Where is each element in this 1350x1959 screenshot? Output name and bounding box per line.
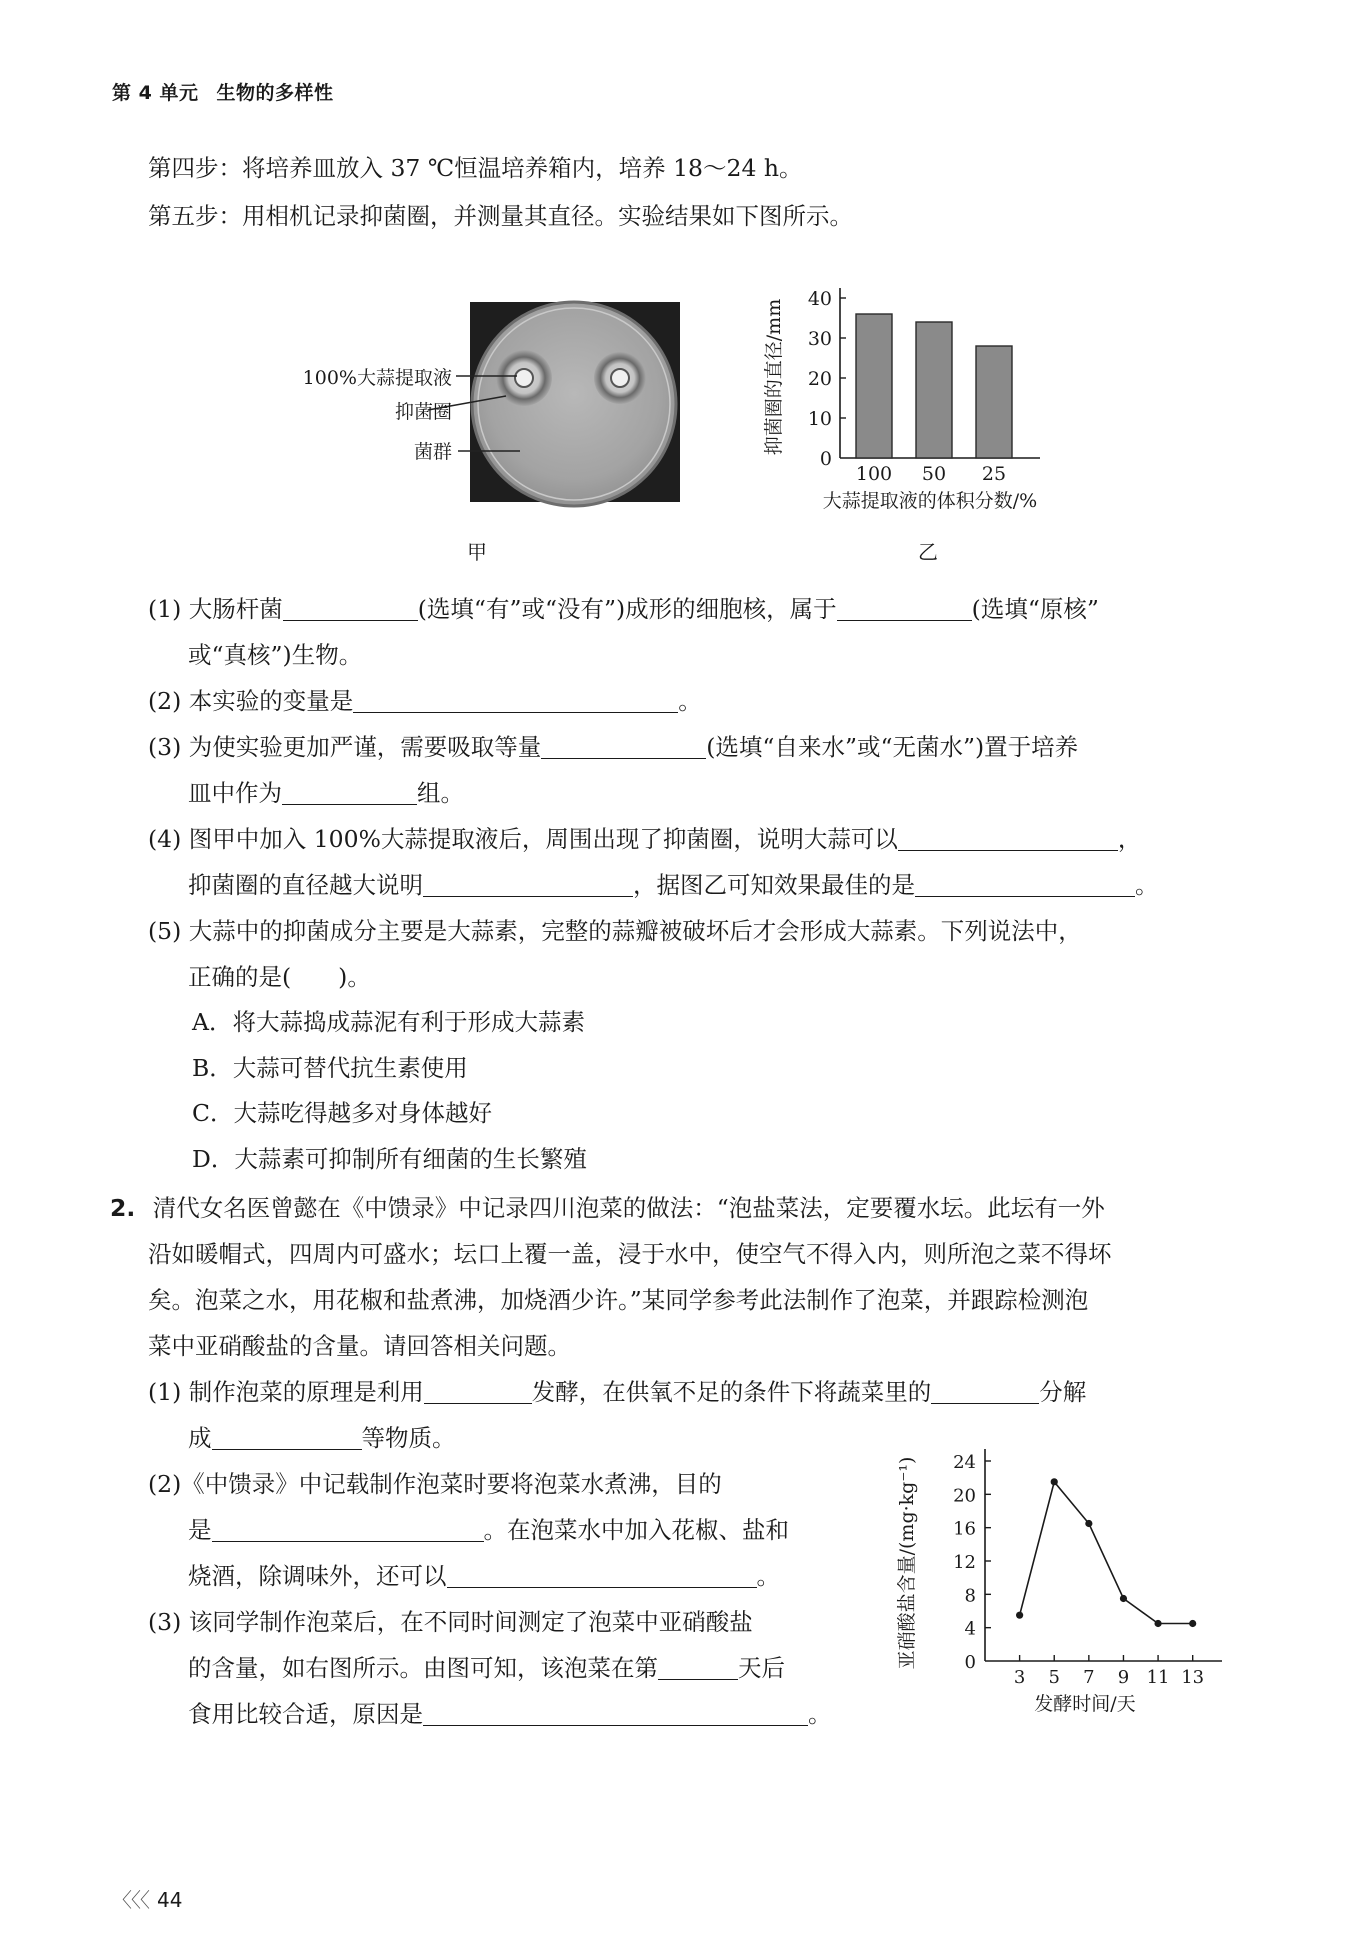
line-y-tick-label: 24 — [953, 1452, 976, 1473]
q2-part2-text-e: 。 — [756, 1562, 780, 1590]
q1-part3-line1 — [148, 731, 1078, 763]
option-a[interactable]: A．将大蒜捣成蒜泥有利于形成大蒜素 — [192, 1008, 585, 1036]
q1-part1-text-b: (选填“有”或“没有”)成形的细胞核，属于 — [417, 595, 837, 623]
q1-part3-text-d: 组。 — [417, 779, 464, 807]
line-x-tick-label: 7 — [1083, 1667, 1095, 1688]
blank-water-type[interactable] — [541, 734, 706, 759]
bar-x-tick-label: 100 — [855, 463, 893, 485]
line-series — [1020, 1482, 1193, 1624]
blank-boil-purpose[interactable] — [212, 1517, 484, 1542]
q2-part3-line3 — [188, 1698, 832, 1730]
page-number: 44 — [157, 1888, 183, 1912]
line-x-tick-label: 3 — [1013, 1667, 1026, 1688]
q1-part3-text-c: 皿中作为 — [188, 779, 282, 807]
q2-part2-line2 — [188, 1514, 789, 1546]
q2-stem-2: 沿如暖帽式，四周内可盛水；坛口上覆一盖，浸于水中，使空气不得入内，则所泡之菜不得坏 — [148, 1240, 1112, 1268]
line-y-tick-label: 4 — [964, 1618, 976, 1640]
bar-100 — [856, 314, 892, 458]
q1-part1-line2: 或“真核”)生物。 — [188, 641, 363, 669]
blank-reason[interactable] — [423, 1701, 808, 1726]
step-five: 第五步：用相机记录抑菌圈，并测量其直径。实验结果如下图所示。 — [148, 202, 853, 230]
q1-part4-text-c: 抑菌圈的直径越大说明 — [188, 871, 423, 899]
blank-nucleus[interactable] — [283, 596, 418, 621]
q1-part3-line2 — [188, 777, 464, 809]
q2-part1-text-a: (1) 制作泡菜的原理是利用 — [148, 1378, 424, 1406]
q2-part3-line1: (3) 该同学制作泡菜后，在不同时间测定了泡菜中亚硝酸盐 — [148, 1608, 753, 1636]
option-b[interactable]: B．大蒜可替代抗生素使用 — [192, 1054, 468, 1082]
blank-organism-type[interactable] — [837, 596, 972, 621]
bar-x-tick-label: 25 — [981, 463, 1007, 485]
line-chart — [895, 1428, 1245, 1728]
unit-label: 第 4 单元 — [112, 82, 199, 104]
unit-title: 生物的多样性 — [216, 82, 334, 104]
back-arrows-icon: 〈〈〈 — [112, 1888, 149, 1912]
line-point-day-9 — [1120, 1595, 1127, 1602]
q2-number: 2. — [110, 1194, 136, 1222]
line-y-tick-label: 16 — [953, 1518, 976, 1540]
q1-part4-line1 — [148, 823, 1141, 855]
bar-25 — [976, 346, 1012, 458]
q2-part3-text-d: 食用比较合适，原因是 — [188, 1700, 423, 1728]
q1-part4-text-b: ， — [1117, 825, 1142, 853]
q1-part1-text-a: (1) 大肠杆菌 — [148, 595, 283, 623]
q1-part2-end: 。 — [678, 687, 702, 715]
label-extract: 100%大蒜提取液 — [302, 367, 452, 389]
blank-product[interactable] — [212, 1425, 362, 1450]
line-y-tick-label: 8 — [964, 1585, 976, 1607]
q2-part1-line2 — [188, 1422, 456, 1454]
q1-part4-text-d: ，据图乙可知效果最佳的是 — [633, 871, 915, 899]
q2-part2-line1: (2)《中馈录》中记载制作泡菜时要将泡菜水煮沸，目的 — [148, 1470, 722, 1498]
label-colony: 菌群 — [413, 441, 452, 463]
q1-part4-text-e: 。 — [1135, 871, 1159, 899]
x-axis-label: 大蒜提取液的体积分数/% — [822, 490, 1038, 512]
line-x-tick-label: 13 — [1181, 1667, 1205, 1688]
step-four: 第四步：将培养皿放入 37 ℃恒温培养箱内，培养 18～24 h。 — [148, 154, 803, 182]
q1-part5-line1: (5) 大蒜中的抑菌成分主要是大蒜素，完整的蒜瓣被破坏后才会形成大蒜素。下列说法中， — [148, 917, 1082, 945]
blank-additive-purpose[interactable] — [447, 1563, 757, 1588]
blank-day[interactable] — [658, 1655, 738, 1680]
caption-yi: 乙 — [918, 540, 938, 564]
line-point-day-11 — [1154, 1620, 1161, 1627]
q1-part2 — [148, 685, 702, 717]
line-y-tick-label: 20 — [953, 1485, 976, 1507]
line-point-day-3 — [1016, 1612, 1023, 1619]
line-point-day-7 — [1085, 1520, 1092, 1527]
petri-dish — [472, 302, 676, 506]
q2-part2-line3 — [188, 1560, 780, 1592]
blank-best-effect[interactable] — [915, 872, 1135, 897]
y-axis-label: 抑菌圈的直径/mm — [763, 298, 785, 456]
q2-part2-text-c: 。在泡菜水中加入花椒、盐和 — [483, 1516, 789, 1544]
line-x-axis-label: 发酵时间/天 — [1034, 1693, 1136, 1715]
blank-garlic-effect[interactable] — [898, 826, 1118, 851]
line-x-tick-label: 11 — [1146, 1667, 1170, 1688]
q1-part1-text-c: (选填“原核” — [971, 595, 1099, 623]
q1-part3-text-a: (3) 为使实验更加严谨，需要吸取等量 — [148, 733, 542, 761]
q2-line1 — [110, 1192, 1105, 1224]
bar-y-tick-label: 0 — [819, 448, 832, 470]
y-axis-title — [763, 299, 785, 455]
q2-stem-4: 菜中亚硝酸盐的含量。请回答相关问题。 — [148, 1332, 571, 1360]
line-y-tick-label: 12 — [953, 1552, 976, 1573]
q2-part1-text-e: 等物质。 — [361, 1424, 456, 1452]
blank-microbe[interactable] — [424, 1379, 532, 1404]
caption-jia: 甲 — [467, 540, 487, 564]
q2-part2-text-b: 是 — [188, 1516, 212, 1544]
blank-variable[interactable] — [353, 688, 678, 713]
page-footer — [112, 1884, 182, 1913]
line-point-day-5 — [1051, 1478, 1058, 1485]
q2-part1-text-c: 分解 — [1039, 1378, 1087, 1406]
option-d[interactable]: D．大蒜素可抑制所有细菌的生长繁殖 — [192, 1145, 587, 1173]
q1-part3-text-b: (选填“自来水”或“无菌水”)置于培养 — [706, 733, 1079, 761]
bar-chart — [740, 262, 1120, 522]
bar-y-tick-label: 20 — [807, 368, 832, 390]
label-inhibition-zone: 抑菌圈 — [394, 401, 452, 423]
q1-part5-line2: 正确的是( )。 — [188, 963, 371, 991]
q1-part2-text: (2) 本实验的变量是 — [148, 687, 354, 715]
option-c[interactable]: C．大蒜吃得越多对身体越好 — [192, 1099, 492, 1127]
q2-part3-text-e: 。 — [808, 1700, 832, 1728]
q1-part4-text-a: (4) 图甲中加入 100%大蒜提取液后，周围出现了抑菌圈，说明大蒜可以 — [148, 825, 898, 853]
bar-50 — [916, 322, 952, 458]
line-y-axis-label: 亚硝酸盐含量/(mg·kg⁻¹) — [896, 1456, 918, 1670]
q2-part3-text-c: 天后 — [738, 1654, 785, 1682]
q1-part4-line2 — [188, 869, 1159, 901]
blank-substance[interactable] — [931, 1379, 1039, 1404]
line-y-axis-title — [896, 1457, 918, 1670]
q2-part2-text-d: 烧酒，除调味外，还可以 — [188, 1562, 447, 1590]
q2-stem-1: 清代女名医曾懿在《中馈录》中记录四川泡菜的做法：“泡盐菜法，定要覆水坛。此坛有一外 — [152, 1194, 1105, 1222]
blank-group[interactable] — [282, 780, 417, 805]
bar-x-tick-label: 50 — [921, 463, 947, 485]
bar-y-tick-label: 30 — [807, 328, 832, 350]
bar-y-tick-label: 10 — [807, 408, 832, 430]
disc-right — [611, 369, 629, 387]
disc-left — [515, 369, 533, 387]
line-x-tick-label: 9 — [1117, 1667, 1130, 1688]
q2-stem-3: 矣。泡菜之水，用花椒和盐煮沸，加烧酒少许。”某同学参考此法制作了泡菜，并跟踪检测泡 — [148, 1286, 1089, 1314]
blank-diameter-meaning[interactable] — [423, 872, 633, 897]
q2-part3-text-b: 的含量，如右图所示。由图可知，该泡菜在第 — [188, 1654, 658, 1682]
running-header — [112, 78, 333, 105]
q2-part1-line1 — [148, 1376, 1086, 1408]
line-point-day-13 — [1189, 1620, 1196, 1627]
line-x-tick-label: 5 — [1048, 1667, 1060, 1688]
q1-part1-line1 — [148, 593, 1099, 625]
q2-part1-text-b: 发酵，在供氧不足的条件下将蔬菜里的 — [531, 1378, 932, 1406]
bar-y-tick-label: 40 — [807, 288, 832, 310]
q2-part1-text-d: 成 — [188, 1424, 212, 1452]
q2-part3-line2 — [188, 1652, 785, 1684]
line-y-tick-label: 0 — [964, 1652, 976, 1673]
